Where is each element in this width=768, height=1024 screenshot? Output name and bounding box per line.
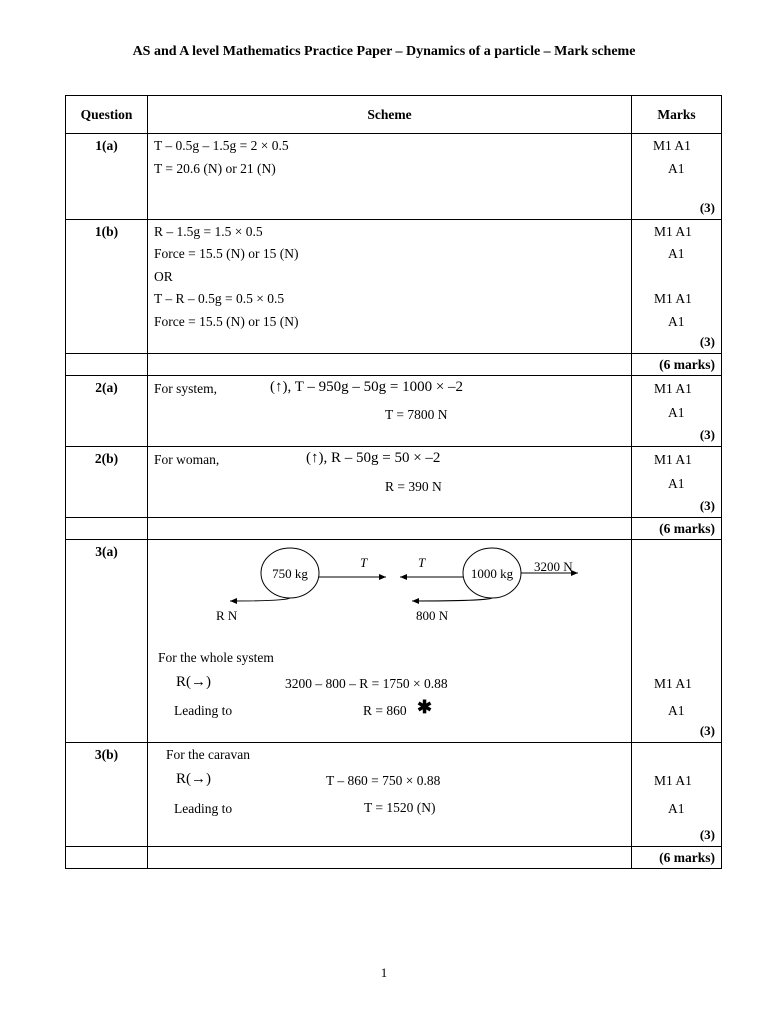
question-label: 1(b) (66, 220, 148, 354)
question-label: 3(a) (66, 540, 148, 743)
scheme-cell (148, 540, 632, 743)
equation: (↑), R – 50g = 50 × –2 (306, 450, 441, 466)
given-answer-star: ✱ (417, 697, 433, 717)
part-total: (3) (699, 200, 715, 215)
scheme-cell (148, 376, 632, 447)
tension-label: T (418, 555, 426, 570)
part-total: (3) (699, 498, 715, 513)
question-label: 2(b) (66, 447, 148, 518)
row-2b (66, 447, 722, 518)
page-title: AS and A level Mathematics Practice Paper – Dynamics of a particle – Mark scheme (132, 44, 636, 59)
header-row (66, 96, 722, 134)
row-2a (66, 376, 722, 447)
scheme-line: For system, (154, 381, 218, 396)
part-total: (3) (699, 334, 715, 349)
scheme-line: Force = 15.5 (N) or 15 (N) (154, 246, 299, 261)
mark: A1 (668, 246, 685, 261)
equation: R = 860 (363, 703, 407, 718)
mark: A1 (668, 703, 685, 718)
equation: T = 1520 (N) (364, 800, 436, 815)
part-total: (3) (699, 723, 715, 738)
page-number: 1 (380, 965, 388, 980)
mark: M1 A1 (654, 291, 692, 306)
scheme-line: Leading to (174, 703, 233, 718)
equation: (↑), T – 950g – 50g = 1000 × –2 (270, 379, 464, 395)
row-3b (66, 743, 722, 847)
scheme-line: T – R – 0.5g = 0.5 × 0.5 (154, 291, 285, 306)
part-total: (3) (699, 827, 715, 842)
mark: M1 A1 (654, 224, 692, 239)
driving-force-label: 3200 N (534, 559, 573, 574)
scheme-line: Force = 15.5 (N) or 15 (N) (154, 314, 299, 329)
row-1a (66, 134, 722, 220)
equation: T – 860 = 750 × 0.88 (326, 773, 441, 788)
resolve-label: R(→) (176, 674, 211, 690)
question-total: (6 marks) (632, 847, 722, 869)
mark: M1 A1 (654, 452, 692, 467)
question-total-row (66, 847, 722, 869)
tension-label: T (360, 555, 368, 570)
mark: A1 (668, 161, 685, 176)
resistance-arrow-left (230, 598, 290, 601)
mark: A1 (668, 476, 685, 491)
marks-cell (632, 540, 722, 743)
scheme-line: Leading to (174, 801, 233, 816)
marks-cell (632, 376, 722, 447)
scheme-line: R – 1.5g = 1.5 × 0.5 (154, 224, 263, 239)
marks-cell (632, 447, 722, 518)
question-total: (6 marks) (632, 354, 722, 376)
resistance-label: 800 N (416, 608, 449, 623)
question-label: 2(a) (66, 376, 148, 447)
marks-cell (632, 220, 722, 354)
mass-label-1000: 1000 kg (470, 566, 514, 581)
marks-cell (632, 743, 722, 847)
question-label: 1(a) (66, 134, 148, 220)
mark: M1 A1 (653, 138, 691, 153)
scheme-line: For the whole system (158, 650, 274, 665)
resistance-label: R N (216, 608, 238, 623)
resolve-label: R(→) (176, 771, 211, 787)
question-total: (6 marks) (632, 518, 722, 540)
header-marks: Marks (632, 96, 722, 134)
mark: A1 (668, 405, 685, 420)
scheme-line: T = 20.6 (N) or 21 (N) (154, 161, 276, 176)
force-diagram (148, 543, 628, 633)
scheme-cell (148, 134, 632, 220)
header-question: Question (66, 96, 148, 134)
question-total-row (66, 354, 722, 376)
question-total-row (66, 518, 722, 540)
mark: M1 A1 (654, 381, 692, 396)
part-total: (3) (699, 427, 715, 442)
scheme-cell (148, 447, 632, 518)
row-1b (66, 220, 722, 354)
mark: A1 (668, 801, 685, 816)
mark: A1 (668, 314, 685, 329)
scheme-line: OR (154, 269, 173, 284)
question-label: 3(b) (66, 743, 148, 847)
header-scheme: Scheme (148, 96, 632, 134)
equation: R = 390 N (385, 479, 442, 494)
mass-label-750: 750 kg (272, 566, 308, 581)
scheme-cell (148, 220, 632, 354)
scheme-line: For woman, (154, 452, 220, 467)
equation: 3200 – 800 – R = 1750 × 0.88 (285, 676, 448, 691)
mark: M1 A1 (654, 773, 692, 788)
scheme-line: T – 0.5g – 1.5g = 2 × 0.5 (154, 138, 289, 153)
mark-scheme-table (65, 95, 722, 869)
marks-cell (632, 134, 722, 220)
scheme-line: For the caravan (166, 747, 250, 762)
scheme-cell (148, 743, 632, 847)
resistance-arrow-right (412, 598, 492, 601)
mark: M1 A1 (654, 676, 692, 691)
equation: T = 7800 N (385, 407, 448, 422)
row-3a (66, 540, 722, 743)
